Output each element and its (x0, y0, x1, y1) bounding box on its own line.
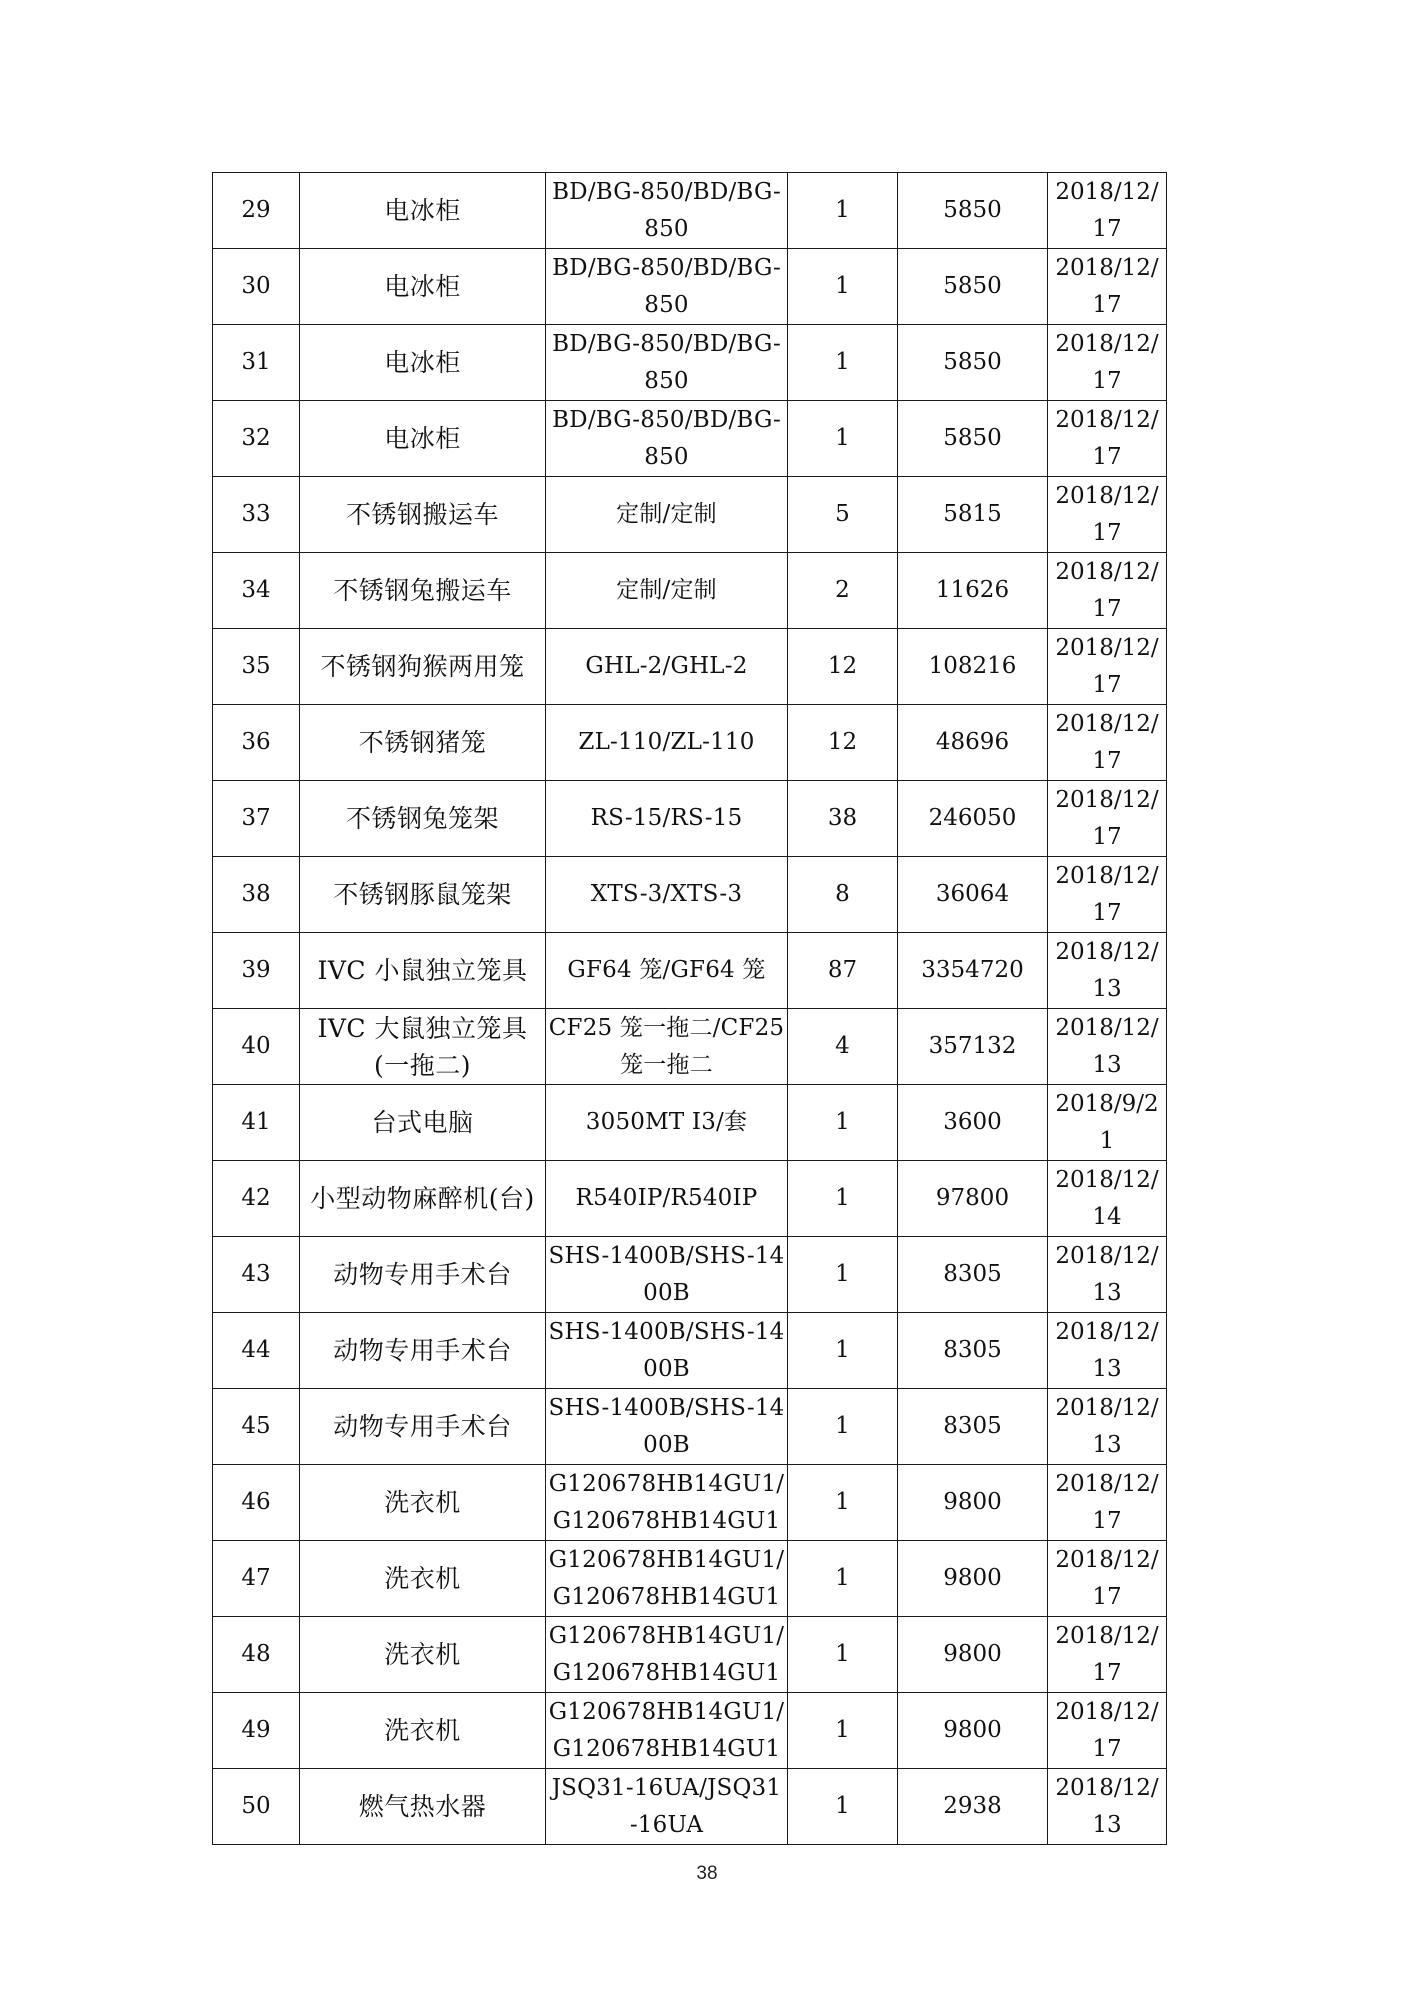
cell-item-number: 44 (213, 1313, 300, 1389)
cell-purchase-date: 2018/12/13 (1048, 1313, 1167, 1389)
cell-equipment-name: 不锈钢豚鼠笼架 (300, 857, 546, 933)
equipment-table (212, 172, 1167, 1845)
cell-amount: 9800 (898, 1465, 1048, 1541)
cell-model-spec: G120678HB14GU1/G120678HB14GU1 (546, 1541, 788, 1617)
table-row (213, 1161, 1167, 1237)
cell-equipment-name: 动物专用手术台 (300, 1237, 546, 1313)
cell-amount: 5850 (898, 325, 1048, 401)
cell-item-number: 33 (213, 477, 300, 553)
table-row (213, 1617, 1167, 1693)
cell-model-spec: 3050MT I3/套 (546, 1085, 788, 1161)
cell-item-number: 32 (213, 401, 300, 477)
cell-amount: 5850 (898, 249, 1048, 325)
cell-model-spec: CF25 笼一拖二/CF25 笼一拖二 (546, 1009, 788, 1085)
cell-amount: 246050 (898, 781, 1048, 857)
cell-model-spec: GHL-2/GHL-2 (546, 629, 788, 705)
cell-equipment-name: 电冰柜 (300, 173, 546, 249)
cell-equipment-name: 动物专用手术台 (300, 1389, 546, 1465)
cell-equipment-name: 不锈钢狗猴两用笼 (300, 629, 546, 705)
cell-amount: 5815 (898, 477, 1048, 553)
table-row (213, 1085, 1167, 1161)
table-row (213, 477, 1167, 553)
table-row (213, 857, 1167, 933)
cell-quantity: 1 (788, 1541, 898, 1617)
cell-model-spec: BD/BG-850/BD/BG-850 (546, 401, 788, 477)
cell-equipment-name: 小型动物麻醉机(台) (300, 1161, 546, 1237)
cell-quantity: 4 (788, 1009, 898, 1085)
cell-equipment-name: 不锈钢搬运车 (300, 477, 546, 553)
cell-item-number: 37 (213, 781, 300, 857)
cell-purchase-date: 2018/12/17 (1048, 401, 1167, 477)
cell-equipment-name: IVC 小鼠独立笼具 (300, 933, 546, 1009)
cell-purchase-date: 2018/12/17 (1048, 1617, 1167, 1693)
cell-model-spec: JSQ31-16UA/JSQ31-16UA (546, 1769, 788, 1845)
table-row (213, 249, 1167, 325)
cell-model-spec: BD/BG-850/BD/BG-850 (546, 249, 788, 325)
cell-item-number: 42 (213, 1161, 300, 1237)
cell-quantity: 1 (788, 249, 898, 325)
cell-model-spec: R540IP/R540IP (546, 1161, 788, 1237)
table-row (213, 1693, 1167, 1769)
cell-amount: 8305 (898, 1313, 1048, 1389)
table-row (213, 1465, 1167, 1541)
cell-purchase-date: 2018/12/13 (1048, 1009, 1167, 1085)
cell-item-number: 34 (213, 553, 300, 629)
cell-item-number: 39 (213, 933, 300, 1009)
cell-equipment-name: 不锈钢猪笼 (300, 705, 546, 781)
cell-equipment-name: 台式电脑 (300, 1085, 546, 1161)
cell-equipment-name: 电冰柜 (300, 249, 546, 325)
cell-quantity: 1 (788, 1769, 898, 1845)
cell-item-number: 48 (213, 1617, 300, 1693)
table-row (213, 933, 1167, 1009)
cell-item-number: 38 (213, 857, 300, 933)
cell-amount: 36064 (898, 857, 1048, 933)
cell-quantity: 38 (788, 781, 898, 857)
cell-purchase-date: 2018/12/17 (1048, 1693, 1167, 1769)
cell-model-spec: BD/BG-850/BD/BG-850 (546, 173, 788, 249)
cell-amount: 9800 (898, 1541, 1048, 1617)
cell-model-spec: BD/BG-850/BD/BG-850 (546, 325, 788, 401)
page-number: 38 (696, 1863, 718, 1884)
cell-amount: 357132 (898, 1009, 1048, 1085)
cell-purchase-date: 2018/12/17 (1048, 173, 1167, 249)
cell-model-spec: RS-15/RS-15 (546, 781, 788, 857)
table-row (213, 629, 1167, 705)
cell-model-spec: G120678HB14GU1/G120678HB14GU1 (546, 1617, 788, 1693)
cell-item-number: 35 (213, 629, 300, 705)
cell-item-number: 45 (213, 1389, 300, 1465)
cell-purchase-date: 2018/9/21 (1048, 1085, 1167, 1161)
cell-quantity: 1 (788, 1693, 898, 1769)
cell-quantity: 1 (788, 1313, 898, 1389)
cell-purchase-date: 2018/12/13 (1048, 1389, 1167, 1465)
cell-model-spec: SHS-1400B/SHS-1400B (546, 1389, 788, 1465)
table-row (213, 1313, 1167, 1389)
cell-equipment-name: 电冰柜 (300, 401, 546, 477)
table-body (213, 173, 1167, 1845)
table-row (213, 401, 1167, 477)
cell-amount: 8305 (898, 1389, 1048, 1465)
cell-amount: 48696 (898, 705, 1048, 781)
cell-amount: 8305 (898, 1237, 1048, 1313)
cell-amount: 5850 (898, 173, 1048, 249)
cell-amount: 9800 (898, 1617, 1048, 1693)
cell-model-spec: SHS-1400B/SHS-1400B (546, 1313, 788, 1389)
cell-model-spec: G120678HB14GU1/G120678HB14GU1 (546, 1465, 788, 1541)
cell-purchase-date: 2018/12/17 (1048, 781, 1167, 857)
cell-purchase-date: 2018/12/17 (1048, 857, 1167, 933)
cell-item-number: 43 (213, 1237, 300, 1313)
cell-quantity: 1 (788, 1237, 898, 1313)
cell-amount: 11626 (898, 553, 1048, 629)
cell-quantity: 5 (788, 477, 898, 553)
cell-item-number: 46 (213, 1465, 300, 1541)
cell-item-number: 29 (213, 173, 300, 249)
cell-equipment-name: 燃气热水器 (300, 1769, 546, 1845)
cell-equipment-name: 动物专用手术台 (300, 1313, 546, 1389)
table-row (213, 553, 1167, 629)
cell-quantity: 1 (788, 1465, 898, 1541)
cell-model-spec: 定制/定制 (546, 477, 788, 553)
table-row (213, 173, 1167, 249)
table-row (213, 325, 1167, 401)
table-row (213, 1389, 1167, 1465)
cell-item-number: 40 (213, 1009, 300, 1085)
cell-purchase-date: 2018/12/17 (1048, 705, 1167, 781)
cell-amount: 9800 (898, 1693, 1048, 1769)
cell-purchase-date: 2018/12/13 (1048, 1769, 1167, 1845)
cell-purchase-date: 2018/12/17 (1048, 325, 1167, 401)
cell-equipment-name: 洗衣机 (300, 1617, 546, 1693)
cell-amount: 3354720 (898, 933, 1048, 1009)
cell-purchase-date: 2018/12/14 (1048, 1161, 1167, 1237)
cell-quantity: 2 (788, 553, 898, 629)
cell-item-number: 36 (213, 705, 300, 781)
cell-quantity: 12 (788, 705, 898, 781)
cell-model-spec: ZL-110/ZL-110 (546, 705, 788, 781)
cell-model-spec: 定制/定制 (546, 553, 788, 629)
table-row (213, 1769, 1167, 1845)
cell-quantity: 1 (788, 173, 898, 249)
cell-amount: 97800 (898, 1161, 1048, 1237)
cell-quantity: 8 (788, 857, 898, 933)
cell-item-number: 31 (213, 325, 300, 401)
cell-quantity: 1 (788, 1617, 898, 1693)
cell-item-number: 49 (213, 1693, 300, 1769)
cell-equipment-name: 洗衣机 (300, 1693, 546, 1769)
cell-quantity: 1 (788, 401, 898, 477)
cell-amount: 108216 (898, 629, 1048, 705)
cell-quantity: 1 (788, 1161, 898, 1237)
cell-item-number: 41 (213, 1085, 300, 1161)
cell-equipment-name: 不锈钢兔搬运车 (300, 553, 546, 629)
cell-item-number: 30 (213, 249, 300, 325)
cell-item-number: 47 (213, 1541, 300, 1617)
cell-quantity: 12 (788, 629, 898, 705)
cell-model-spec: SHS-1400B/SHS-1400B (546, 1237, 788, 1313)
cell-purchase-date: 2018/12/17 (1048, 1465, 1167, 1541)
cell-equipment-name: 电冰柜 (300, 325, 546, 401)
cell-amount: 5850 (898, 401, 1048, 477)
table-row (213, 1237, 1167, 1313)
cell-equipment-name: IVC 大鼠独立笼具(一拖二) (300, 1009, 546, 1085)
cell-purchase-date: 2018/12/17 (1048, 553, 1167, 629)
cell-quantity: 1 (788, 325, 898, 401)
cell-purchase-date: 2018/12/17 (1048, 249, 1167, 325)
cell-quantity: 1 (788, 1389, 898, 1465)
cell-equipment-name: 不锈钢兔笼架 (300, 781, 546, 857)
cell-purchase-date: 2018/12/17 (1048, 477, 1167, 553)
cell-quantity: 1 (788, 1085, 898, 1161)
table-row (213, 1009, 1167, 1085)
table-row (213, 705, 1167, 781)
cell-purchase-date: 2018/12/17 (1048, 629, 1167, 705)
cell-item-number: 50 (213, 1769, 300, 1845)
cell-purchase-date: 2018/12/13 (1048, 1237, 1167, 1313)
cell-purchase-date: 2018/12/13 (1048, 933, 1167, 1009)
table-row (213, 781, 1167, 857)
cell-quantity: 87 (788, 933, 898, 1009)
cell-equipment-name: 洗衣机 (300, 1541, 546, 1617)
cell-model-spec: GF64 笼/GF64 笼 (546, 933, 788, 1009)
cell-model-spec: XTS-3/XTS-3 (546, 857, 788, 933)
cell-amount: 2938 (898, 1769, 1048, 1845)
cell-amount: 3600 (898, 1085, 1048, 1161)
cell-purchase-date: 2018/12/17 (1048, 1541, 1167, 1617)
cell-equipment-name: 洗衣机 (300, 1465, 546, 1541)
table-row (213, 1541, 1167, 1617)
cell-model-spec: G120678HB14GU1/G120678HB14GU1 (546, 1693, 788, 1769)
